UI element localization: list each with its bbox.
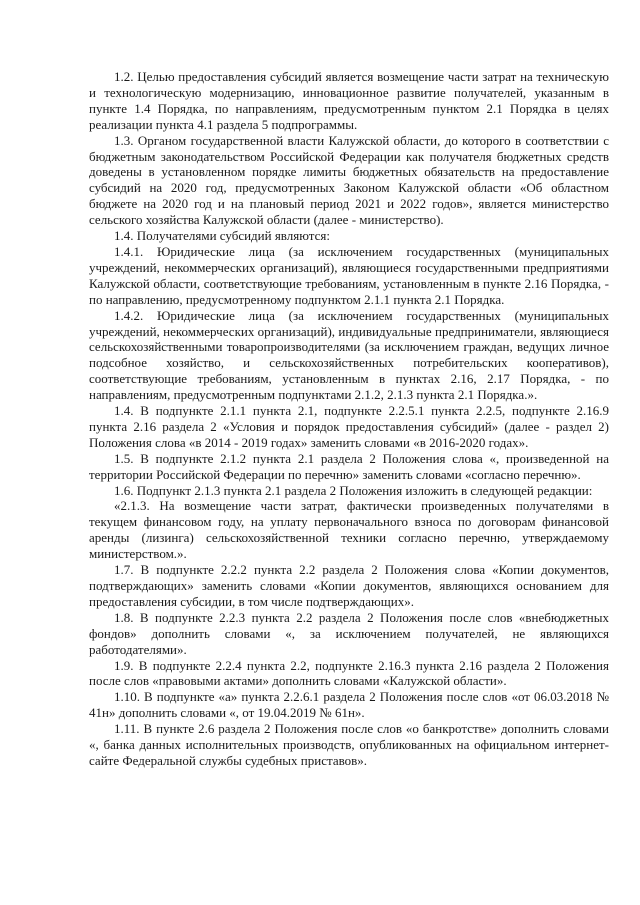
paragraph-amend-1-5: 1.5. В подпункте 2.1.2 пункта 2.1 раздела 2 Положения слова «, произведенной на территории Российской Федерации по перечню» заменить словами «согласно перечню». [89, 450, 609, 482]
paragraph-quote-2-1-3: «2.1.3. На возмещение части затрат, фактически произведенных получателями в текущем финансовом году, на уплату первоначального взноса по договорам финансовой аренды (лизинга) сельскохозяйственной техники согласно перечню, утверждаемому министерством.». [89, 498, 609, 562]
paragraph-amend-1-4: 1.4. В подпункте 2.1.1 пункта 2.1, подпункте 2.2.5.1 пункта 2.2.5, подпункте 2.16.9 пункта 2.16 раздела 2 «Условия и порядок предоставления субсидий» (далее - раздел 2) Положения слова «в 2014 - 2019 годах» заменить словами «в 2016-2020 годах». [89, 403, 609, 450]
paragraph-amend-1-10: 1.10. В подпункте «а» пункта 2.2.6.1 раздела 2 Положения после слов «от 06.03.2018 № 41н» дополнить словами «, от 19.04.2019 № 61н». [89, 689, 609, 721]
paragraph-amend-1-7: 1.7. В подпункте 2.2.2 пункта 2.2 раздела 2 Положения слова «Копии документов, подтверждающих» заменить словами «Копии документов, являющихся основанием для предоставления субсидии, в том числе подтверждающих». [89, 562, 609, 609]
paragraph-amend-1-11: 1.11. В пункте 2.6 раздела 2 Положения после слов «о банкротстве» дополнить словами «, банка данных исполнительных производств, опубликованных на официальном интернет-сайте Федеральной службы судебных приставов». [89, 721, 609, 768]
paragraph-1-2: 1.2. Целью предоставления субсидий является возмещение части затрат на техническую и технологическую модернизацию, инновационное развитие получателей, указанным в пункте 1.4 Порядка, по направлениям, предусмотренным пунктом 2.1 Порядка в целях реализации пункта 4.1 раздела 5 подпрограммы. [89, 69, 609, 132]
paragraph-1-3: 1.3. Органом государственной власти Калужской области, до которого в соответствии с бюджетным законодательством Российской Федерации как получателя бюджетных средств доведены в установленном порядке лимиты бюджетных обязательств на предоставление субсидий на 2020 год, предусмотренных Законом Калужской области «Об областном бюджете на 2020 год и на плановый период 2021 и 2022 годов», является министерство сельского хозяйства Калужской области (далее - министерство). [89, 132, 609, 228]
document-body [89, 69, 609, 769]
paragraph-1-4-1: 1.4.1. Юридические лица (за исключением государственных (муниципальных учреждений, некоммерческих организаций), являющиеся государственными предприятиями Калужской области, соответствующие требованиям, установленным в пункте 2.16 Порядка, - по направлению, предусмотренному подпунктом 2.1.1 пункта 2.1 Порядка. [89, 243, 609, 307]
paragraph-amend-1-8: 1.8. В подпункте 2.2.3 пункта 2.2 раздела 2 Положения после слов «внебюджетных фондов» дополнить словами «, за исключением получателей, не являющихся работодателями». [89, 609, 609, 657]
paragraph-1-4: 1.4. Получателями субсидий являются: [114, 228, 330, 244]
paragraph-amend-1-6: 1.6. Подпункт 2.1.3 пункта 2.1 раздела 2 Положения изложить в следующей редакции: [114, 482, 593, 498]
paragraph-1-4-2: 1.4.2. Юридические лица (за исключением государственных (муниципальных учреждений, некоммерческих организаций), индивидуальные предприниматели, являющиеся сельскохозяйственными товаропроизводителями (за исключением граждан, ведущих личное подсобное хозяйство, и сельскохозяйственных потребительских кооперативов), соответствующие требованиям, установленным в пунктах 2.16, 2.17 Порядка, - по направлениям, предусмотренным подпунктами 2.1.2, 2.1.3 пункта 2.1 Порядка.». [89, 307, 609, 403]
paragraph-amend-1-9: 1.9. В подпункте 2.2.4 пункта 2.2, подпункте 2.16.3 пункта 2.16 раздела 2 Положения после слов «правовыми актами» дополнить словами «Калужской области». [89, 657, 609, 689]
